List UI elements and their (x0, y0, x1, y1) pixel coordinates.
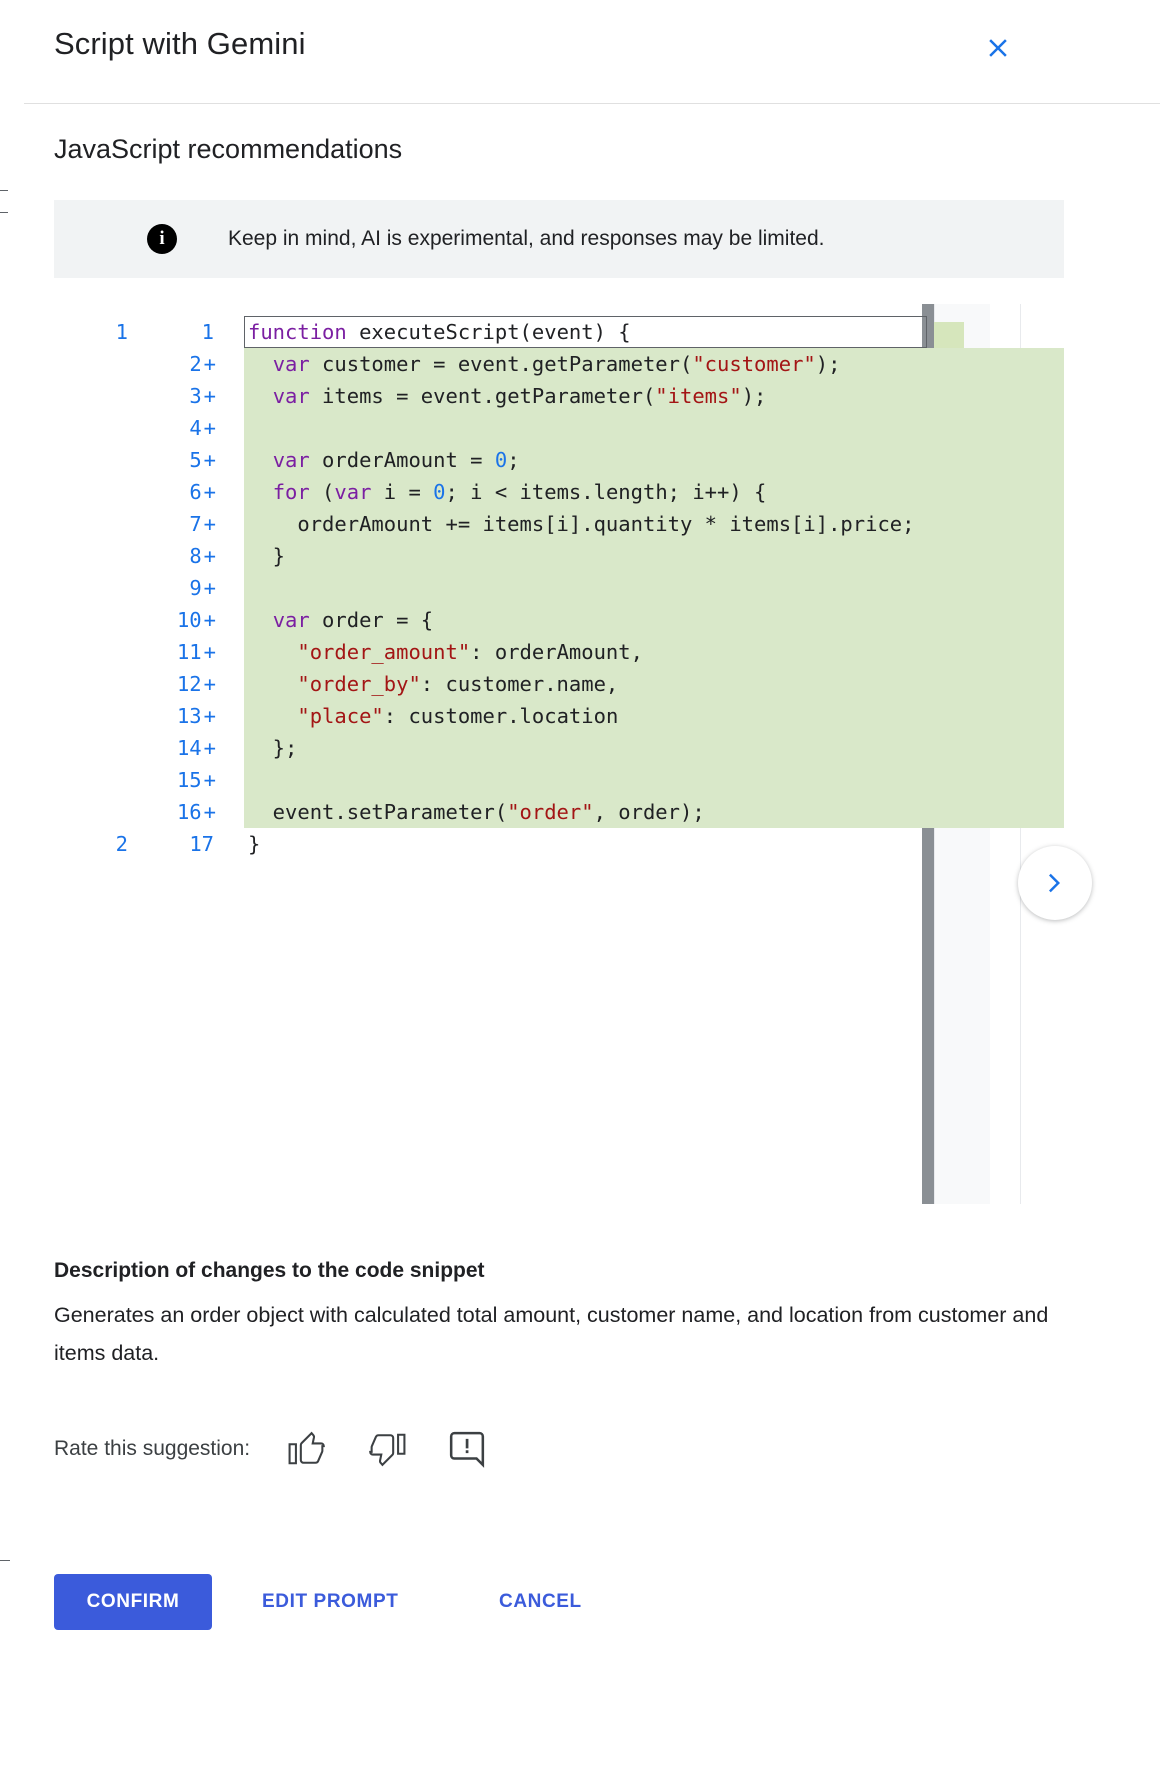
code-line: } (248, 832, 261, 856)
gutter-old-number (54, 764, 128, 796)
gutter-old-number (54, 668, 128, 700)
gutter-old-number (54, 700, 128, 732)
gutter-old-line-numbers (54, 316, 128, 860)
code-line: "order_amount": orderAmount, (244, 636, 1064, 668)
code-line: var items = event.getParameter("items"); (244, 380, 1064, 412)
gutter-new-number: 11+ (176, 640, 216, 664)
rating-row (54, 1426, 490, 1472)
report-feedback-icon[interactable] (444, 1426, 490, 1472)
gutter-new-number: 3+ (189, 384, 216, 408)
gutter-new-line-numbers (144, 316, 216, 860)
next-suggestion-button[interactable] (1018, 846, 1092, 920)
dialog-header (24, 0, 1160, 104)
gutter-new-number: 10+ (176, 608, 216, 632)
gutter-new-number: 16+ (176, 800, 216, 824)
gutter-old-number (54, 604, 128, 636)
code-line: var orderAmount = 0; (244, 444, 1064, 476)
gutter-old-number (54, 636, 128, 668)
rating-label: Rate this suggestion: (54, 1437, 251, 1460)
dialog-footer (0, 1548, 1160, 1668)
dialog-title: Script with Gemini (54, 26, 306, 61)
cancel-button[interactable]: CANCEL (487, 1574, 594, 1630)
gutter-old-number (54, 380, 128, 412)
close-icon[interactable] (976, 26, 1020, 70)
ai-disclaimer-text: Keep in mind, AI is experimental, and responses may be limited. (228, 227, 825, 250)
gutter-old-number (54, 540, 128, 572)
thumb-up-icon[interactable] (284, 1426, 330, 1472)
gutter-new-number: 6+ (189, 480, 216, 504)
code-line: for (var i = 0; i < items.length; i++) { (244, 476, 1064, 508)
gutter-old-number (54, 796, 128, 828)
gutter-new-number: 8+ (189, 544, 216, 568)
info-icon: i (147, 224, 177, 254)
gutter-old-number (54, 508, 128, 540)
code-line: var customer = event.getParameter("customer"); (244, 348, 1064, 380)
thumb-down-icon[interactable] (364, 1426, 410, 1472)
gutter-old-number (54, 444, 128, 476)
dialog-body (0, 104, 1160, 1770)
gutter-new-number: 4+ (189, 416, 216, 440)
code-line (244, 764, 1064, 796)
edit-prompt-button[interactable]: EDIT PROMPT (250, 1574, 410, 1630)
gutter-new-number: 1 (201, 320, 214, 344)
code-line: function executeScript(event) { (248, 320, 631, 344)
gutter-old-number: 1 (115, 320, 128, 344)
ai-disclaimer-banner (54, 200, 1064, 278)
description-heading: Description of changes to the code snippet (54, 1259, 485, 1282)
gutter-new-number: 13+ (176, 704, 216, 728)
gutter-old-number (54, 732, 128, 764)
gutter-new-number: 7+ (189, 512, 216, 536)
code-line: "place": customer.location (244, 700, 1064, 732)
gutter-old-number (54, 412, 128, 444)
code-lines[interactable] (244, 316, 1064, 860)
gutter-new-number: 14+ (176, 736, 216, 760)
description-body: Generates an order object with calculated total amount, customer name, and location from customer and items data. (54, 1303, 1049, 1365)
code-line (244, 412, 1064, 444)
gutter-new-number: 12+ (176, 672, 216, 696)
code-line: orderAmount += items[i].quantity * items[i].price; (244, 508, 1064, 540)
gutter-old-number (54, 348, 128, 380)
code-line (244, 572, 1064, 604)
code-diff-viewer[interactable] (54, 304, 1064, 1204)
code-line: }; (244, 732, 1064, 764)
gutter-old-number: 2 (115, 832, 128, 856)
gutter-new-number: 2+ (189, 352, 216, 376)
confirm-button[interactable]: CONFIRM (54, 1574, 212, 1630)
gutter-new-number: 15+ (176, 768, 216, 792)
gutter-new-number: 9+ (189, 576, 216, 600)
code-line: event.setParameter("order", order); (244, 796, 1064, 828)
code-line: var order = { (244, 604, 1064, 636)
gutter-old-number (54, 476, 128, 508)
gutter-old-number (54, 572, 128, 604)
code-line: } (244, 540, 1064, 572)
gutter-new-number: 5+ (189, 448, 216, 472)
gutter-new-number: 17 (189, 832, 214, 856)
code-line: "order_by": customer.name, (244, 668, 1064, 700)
section-title: JavaScript recommendations (54, 134, 403, 164)
